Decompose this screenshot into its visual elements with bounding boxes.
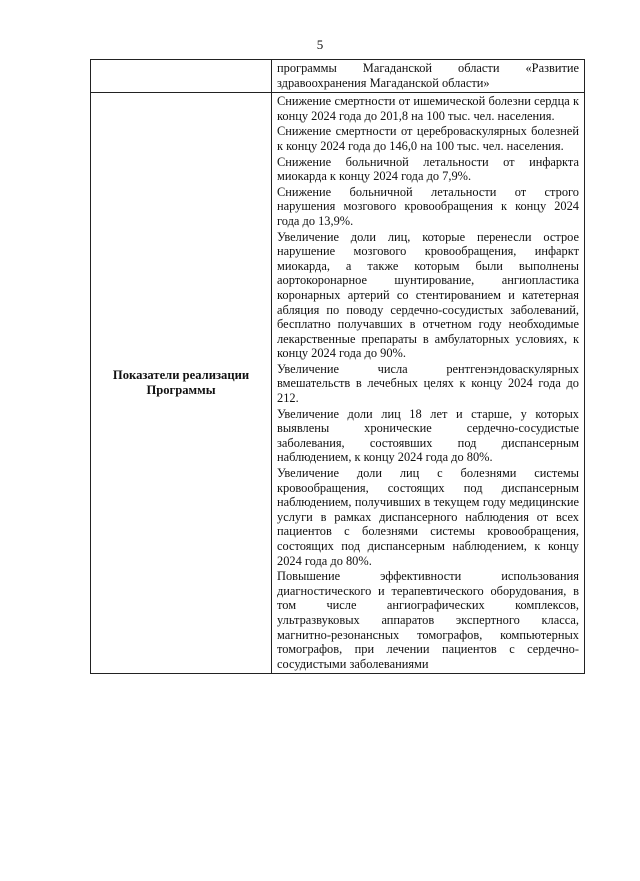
- continuation-row-label-cell: [91, 60, 272, 93]
- indicator-item: Увеличение доли лиц, которые перенесли острое нарушение мозгового кровообращения, инфаркт миокарда, а также которым были выполнены аортокоронарное шунтирование, ангиопластика коронарных артерий со стентированием и катетерная абляция по поводу сердечно-сосудистых заболеваний, бесплатно получавших в отчетном году необходимые лекарственные препараты в амбулаторных условиях, к концу 2024 года до 90%.: [277, 229, 579, 361]
- program-passport-table: [90, 59, 585, 674]
- indicators-label-line1: Показатели реализации: [112, 368, 250, 383]
- continuation-text: программы Магаданской области «Развитие здравоохранения Магаданской области»: [277, 61, 579, 90]
- indicator-item: Увеличение доли лиц 18 лет и старше, у которых выявлены хронические сердечно-сосудистые заболевания, состоявших под диспансерным наблюдением, к концу 2024 года до 80%.: [277, 406, 579, 465]
- indicator-item: Снижение смертности от цереброваскулярных болезней к концу 2024 года до 146,0 на 100 тыс. чел. населения.: [277, 124, 579, 153]
- page-number: 5: [316, 37, 324, 52]
- indicator-item: Увеличение доли лиц с болезнями системы кровообращения, состоящих под диспансерным наблюдением, получивших в текущем году медицинские услуги в рамках диспансерного наблюдения от всех пациентов с болезнями системы кровообращения, состоящих под диспансерным наблюдением, к концу 2024 года до 80%.: [277, 466, 579, 568]
- indicator-item: Снижение больничной летальности от строго нарушения мозгового кровообращения к концу 2024 года до 13,9%.: [277, 184, 579, 228]
- indicators-row: [91, 93, 585, 674]
- indicators-label-cell: [91, 93, 272, 674]
- indicator-item: Увеличение числа рентгенэндоваскулярных вмешательств в лечебных целях к концу 2024 года до 212.: [277, 361, 579, 406]
- indicators-label-line2: Программы: [146, 383, 216, 398]
- indicator-item: Повышение эффективности использования диагностического и терапевтического оборудования, в том числе ангиографических комплексов, ультразвуковых аппаратов экспертного класса, магнитно-резонансных томографов, компьютерных томографов, при лечении пациентов с сердечно-сосудистыми заболеваниями: [277, 569, 579, 671]
- indicator-item: Снижение больничной летальности от инфаркта миокарда к концу 2024 года до 7,9%.: [277, 154, 579, 184]
- continuation-row-text-cell: [272, 60, 585, 93]
- indicators-list-cell: [272, 93, 585, 674]
- indicator-item: Снижение смертности от ишемической болезни сердца к концу 2024 года до 201,8 на 100 тыс. чел. населения.: [277, 94, 579, 123]
- continuation-row: [91, 60, 585, 93]
